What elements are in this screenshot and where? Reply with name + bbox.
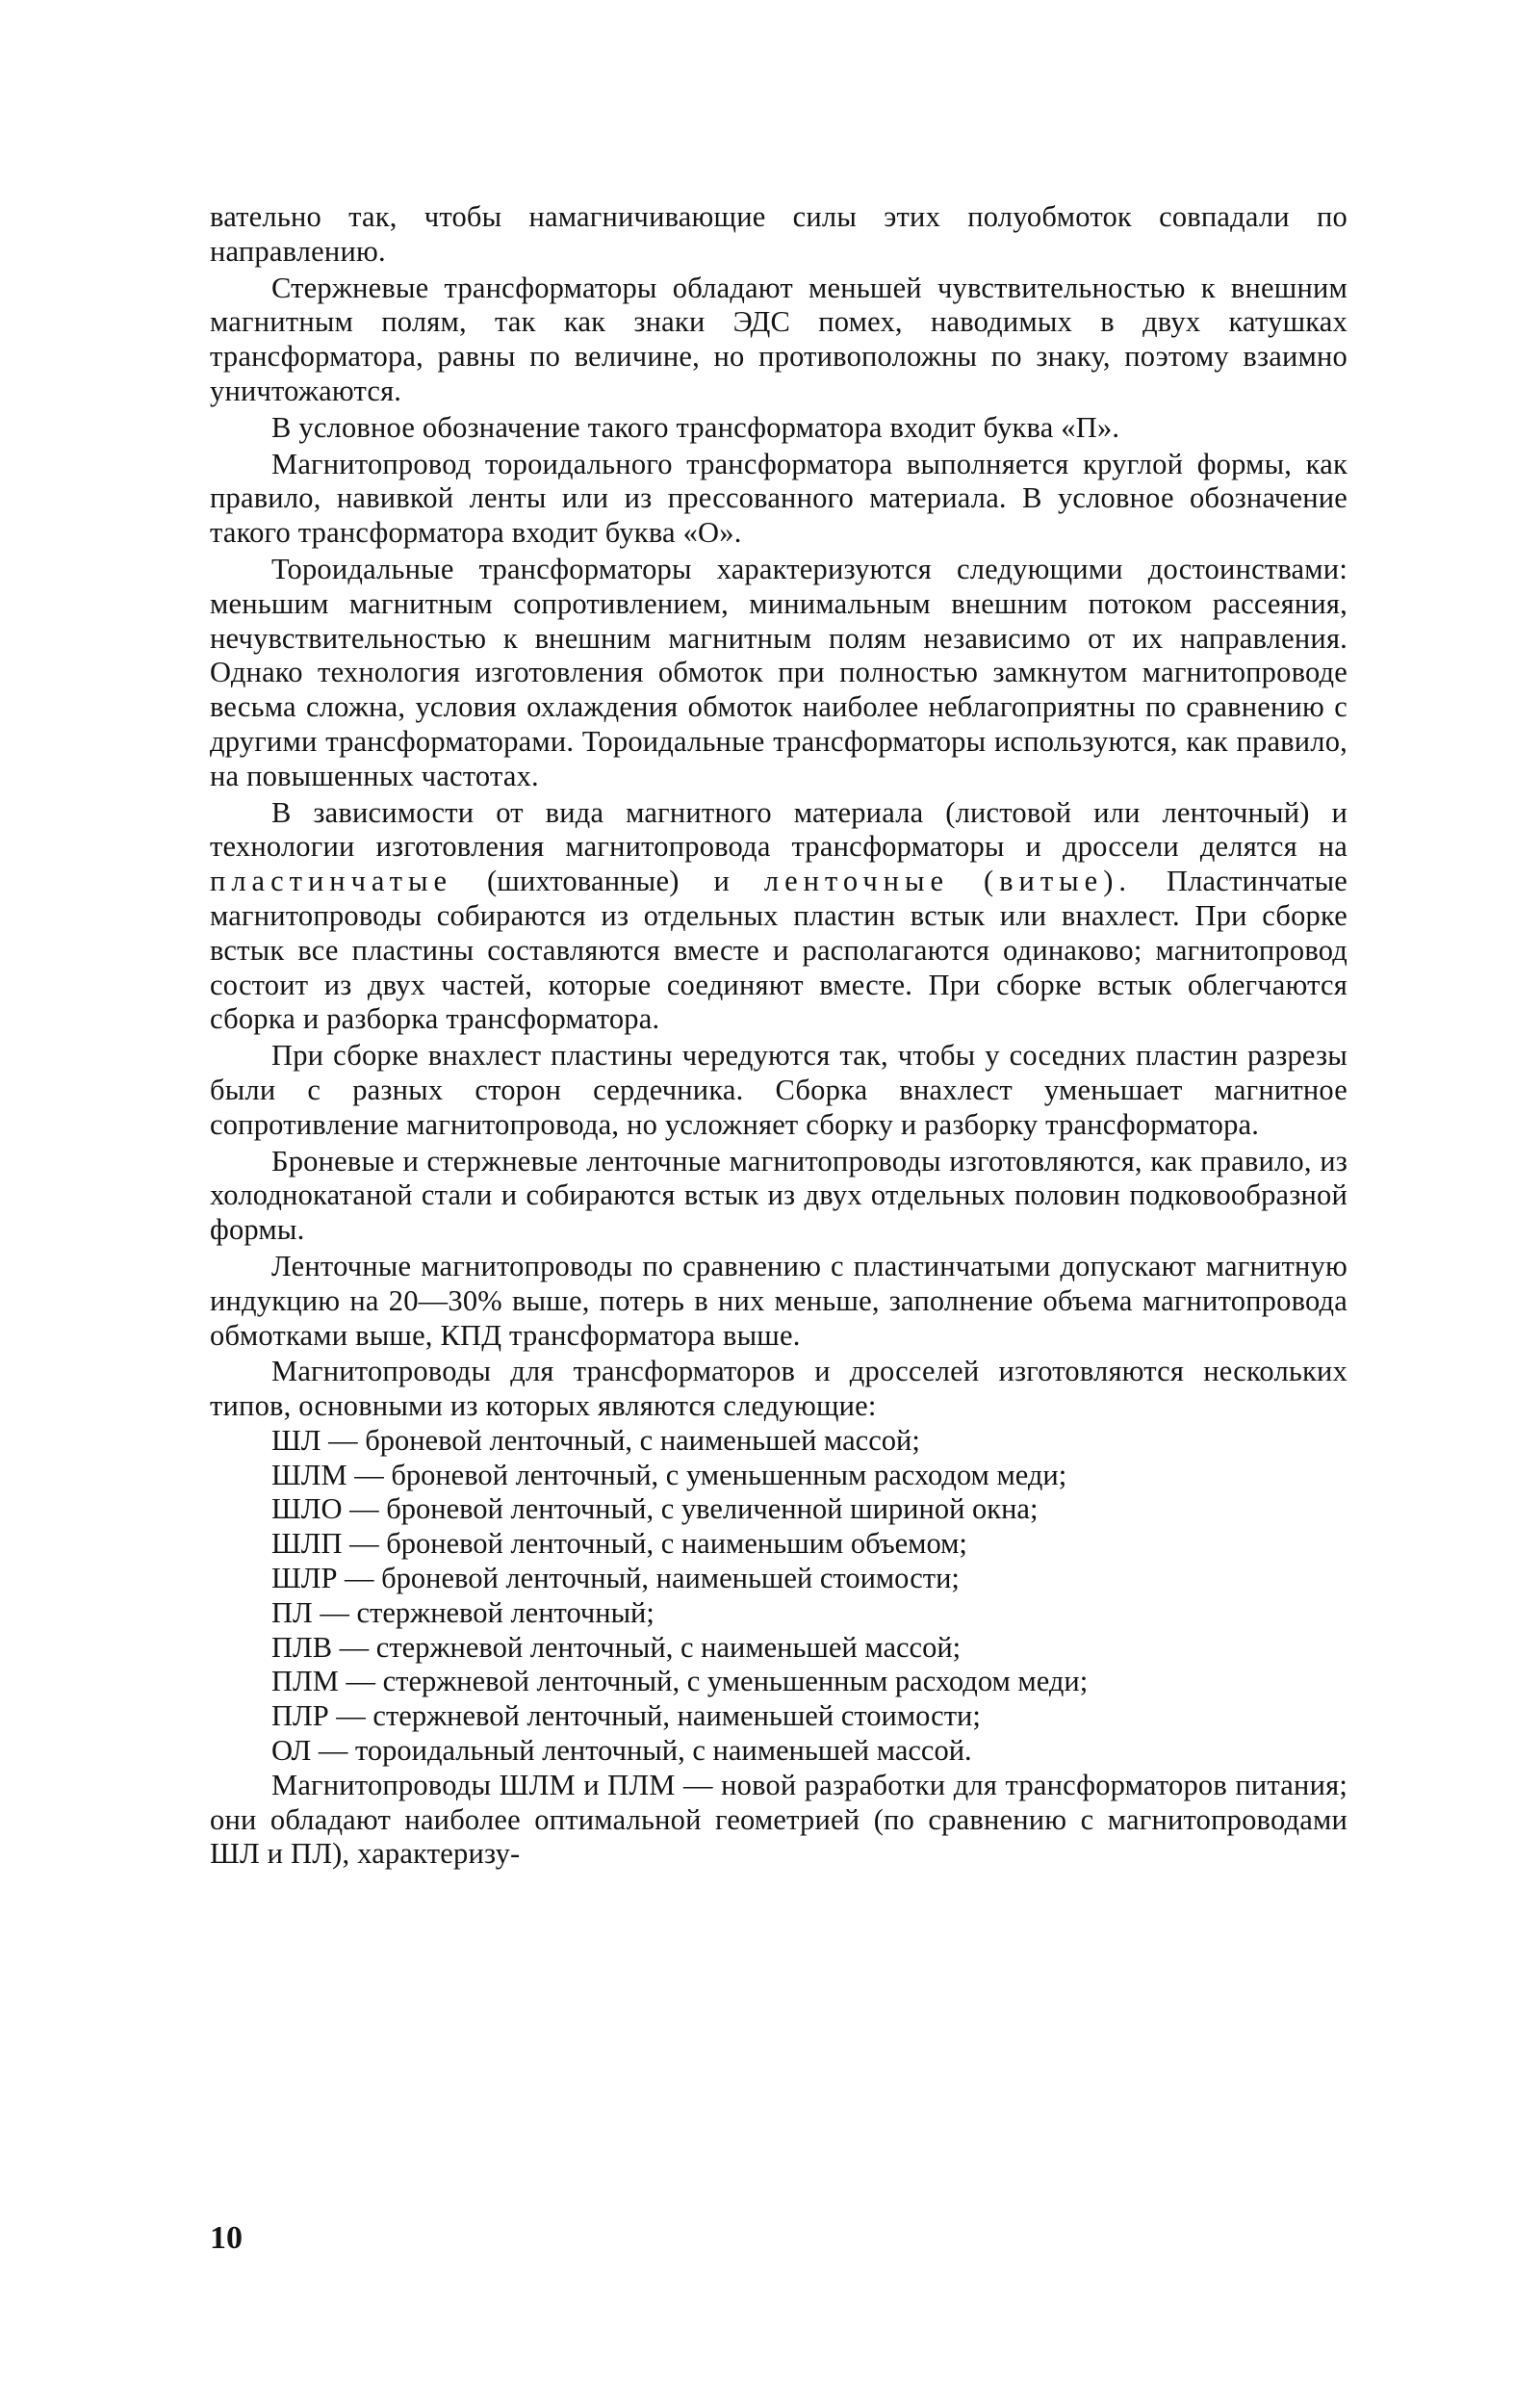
- text-run: Пластинчатые магнитопроводы собираются из отдельных пластин встык или внахлест. При сборке встык все пластины составляются вместе и располагаются одинаково; магнитопровод состоит из двух частей, которые соединяют вместе. При сборке встык облегчаются сборка и разборка трансформатора.: [210, 865, 1348, 1036]
- list-item: ШЛР — броневой ленточный, наименьшей стоимости;: [271, 1562, 960, 1595]
- spaced-term: (витые).: [983, 865, 1132, 898]
- page-number: 10: [210, 2220, 243, 2256]
- list-item: ШЛМ — броневой ленточный, с уменьшенным расходом меди;: [271, 1458, 1067, 1491]
- paragraph: В условное обозначение такого трансформатора входит буква «П».: [271, 410, 1120, 444]
- list-item: ШЛП — броневой ленточный, с наименьшим объемом;: [271, 1527, 967, 1561]
- list-item: ШЛ — броневой ленточный, с наименьшей массой;: [271, 1423, 920, 1457]
- paragraph: Стержневые трансформаторы обладают меньшей чувствительностью к внешним магнитным полям, так как знаки ЭДС помех, наводимых в двух катушках трансформатора, равны по величине, но противоположны по знаку, поэтому взаимно уничтожаются.: [210, 271, 1348, 407]
- page-body-text: [210, 200, 1348, 1872]
- spaced-term: пластинчатые: [210, 865, 453, 898]
- paragraph: вательно так, чтобы намагничивающие силы этих полуобмоток совпадали по направлению.: [210, 200, 1348, 268]
- list-item: ПЛВ — стержневой ленточный, с наименьшей массой;: [271, 1630, 962, 1664]
- spaced-term: ленточные: [763, 865, 950, 898]
- list-item: ПЛР — стержневой ленточный, наименьшей стоимости;: [271, 1699, 981, 1733]
- text-run: (шихтованные) и: [486, 865, 730, 898]
- paragraph: При сборке внахлест пластины чередуются так, чтобы у соседних пластин разрезы были с разных сторон сердечника. Сборка внахлест уменьшает магнитное сопротивление магнитопровода, но усложняет сборку и разборку трансформатора.: [210, 1039, 1348, 1141]
- magnetic-core-types-list: [271, 1424, 1348, 1769]
- list-item: ОЛ — тороидальный ленточный, с наименьшей массой.: [271, 1734, 972, 1768]
- paragraph: Броневые и стержневые ленточные магнитопроводы изготовляются, как правило, из холоднокатаной стали и собираются встык из двух отдельных половин подковообразной формы.: [210, 1144, 1348, 1247]
- text-run: В зависимости от вида магнитного материала (листовой или ленточный) и технологии изготовления магнитопровода трансформаторы и дроссели делятся на: [210, 795, 1348, 864]
- list-item: ШЛО — броневой ленточный, с увеличенной шириной окна;: [271, 1492, 1039, 1526]
- paragraph: Ленточные магнитопроводы по сравнению с пластинчатыми допускают магнитную индукцию на 20—30% выше, потерь в них меньше, заполнение объема магнитопровода обмотками выше, КПД трансформатора выше.: [210, 1249, 1348, 1352]
- list-item: ПЛМ — стержневой ленточный, с уменьшенным расходом меди;: [271, 1665, 1089, 1698]
- paragraph: Тороидальные трансформаторы характеризуются следующими достоинствами: меньшим магнитным сопротивлением, минимальным внешним потоком рассеяния, нечувствительностью к внешним магнитным полям независимо от их направления. Однако технология изготовления обмоток при полностью замкнутом магнитопроводе весьма сложна, условия охлаждения обмоток наиболее неблагоприятны по сравнению с другими трансформаторами. Тороидальные трансформаторы используются, как правило, на повышенных частотах.: [210, 552, 1348, 792]
- list-item: ПЛ — стержневой ленточный;: [271, 1595, 654, 1629]
- paragraph: Магнитопровод тороидального трансформатора выполняется круглой формы, как правило, навивкой ленты или из прессованного материала. В условное обозначение такого трансформатора входит буква «О».: [210, 447, 1348, 550]
- paragraph: Магнитопроводы для трансформаторов и дросселей изготовляются нескольких типов, основными из которых являются следующие:: [210, 1355, 1348, 1423]
- paragraph: [210, 796, 1348, 1038]
- paragraph: Магнитопроводы ШЛМ и ПЛМ — новой разработки для трансформаторов питания; они обладают наиболее оптимальной геометрией (по сравнению с магнитопроводами ШЛ и ПЛ), характеризу-: [210, 1768, 1348, 1871]
